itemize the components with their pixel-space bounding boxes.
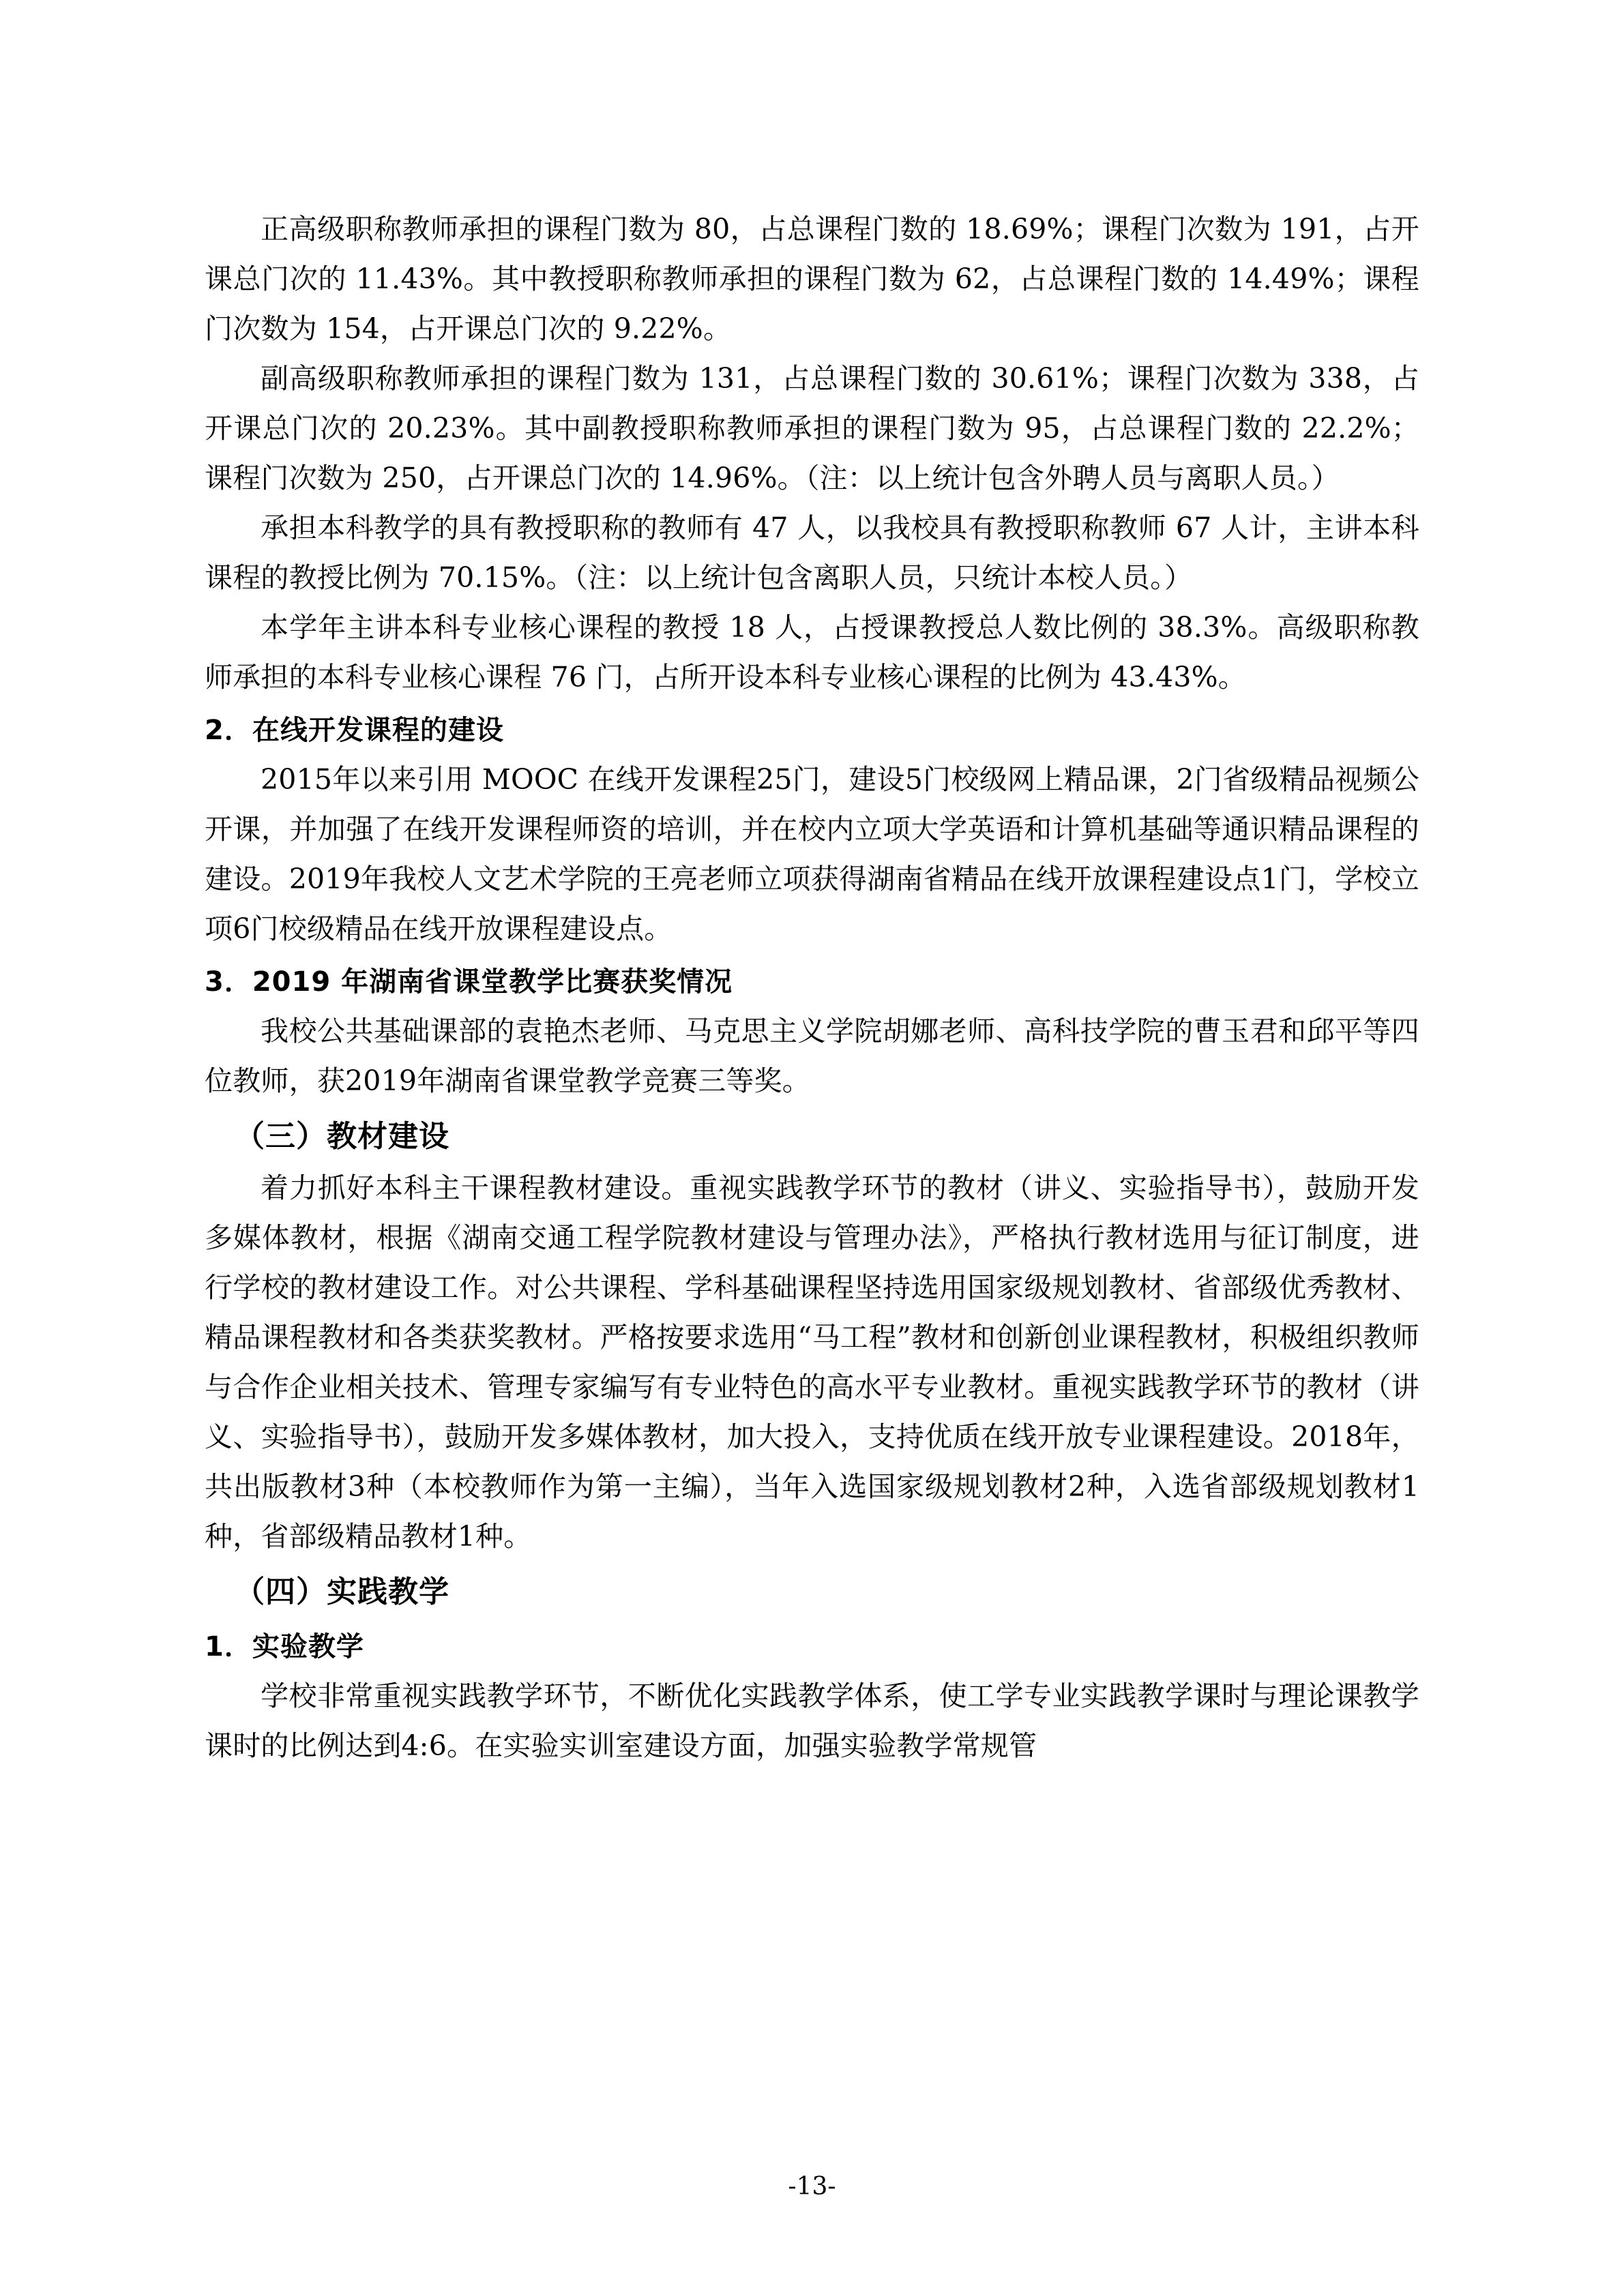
paragraph: 承担本科教学的具有教授职称的教师有 47 人，以我校具有教授职称教师 67 人计，主讲本科课程的教授比例为 70.15%。（注：以上统计包含离职人员，只统计本校人员。） [205,511,1419,594]
paragraph: 正高级职称教师承担的课程门数为 80，占总课程门数的 18.69%；课程门次数为 191，占开课总门次的 11.43%。其中教授职称教师承担的课程门数为 62，占总课程门数的 14.49%；课程门次数为 154，占开课总门次的 9.22%。 [205,213,1419,345]
section-heading-2: 2．在线开发课程的建设 [205,714,504,746]
paragraph: 本学年主讲本科专业核心课程的教授 18 人，占授课教授总人数比例的 38.3%。高级职称教师承担的本科专业核心课程 76 门，占所开设本科专业核心课程的比例为 43.43%。 [205,610,1419,694]
section-heading-four: （四）实践教学 [235,1574,449,1609]
paragraph: 学校非常重视实践教学环节，不断优化实践教学体系，使工学专业实践教学课时与理论课教学课时的比例达到4:6。在实验实训室建设方面，加强实验教学常规管 [205,1680,1419,1763]
paragraph: 着力抓好本科主干课程教材建设。重视实践教学环节的教材（讲义、实验指导书），鼓励开发多媒体教材，根据《湖南交通工程学院教材建设与管理办法》，严格执行教材选用与征订制度，进行学校的教材建设工作。对公共课程、学科基础课程坚持选用国家级规划教材、省部级优秀教材、精品课程教材和各类获奖教材。严格按要求选用“马工程”教材和创新创业课程教材，积极组织教师与合作企业相关技术、管理专家编写有专业特色的高水平专业教材。重视实践教学环节的教材（讲义、实验指导书），鼓励开发多媒体教材，加大投入，支持优质在线开放专业课程建设。2018年，共出版教材3种（本校教师作为第一主编），当年入选国家级规划教材2种，入选省部级规划教材1种，省部级精品教材1种。 [205,1172,1419,1553]
paragraph: 副高级职称教师承担的课程门数为 131，占总课程门数的 30.61%；课程门次数为 338，占开课总门次的 20.23%。其中副教授职称教师承担的课程门数为 95，占总课程门数的 22.2%；课程门次数为 250，占开课总门次的 14.96%。（注：以上统计包含外聘人员与离职人员。） [205,361,1419,494]
section-heading-1: 1．实验教学 [205,1631,364,1663]
document-body [205,205,1419,1771]
page-number: -13- [788,2173,836,2201]
section-heading-three: （三）教材建设 [235,1118,449,1154]
paragraph: 我校公共基础课部的袁艳杰老师、马克思主义学院胡娜老师、高科技学院的曹玉君和邱平等四位教师，获2019年湖南省课堂教学竞赛三等奖。 [205,1014,1419,1097]
paragraph: 2015年以来引用 MOOC 在线开发课程25门，建设5门校级网上精品课，2门省级精品视频公开课，并加强了在线开发课程师资的培训，并在校内立项大学英语和计算机基础等通识精品课程的建设。2019年我校人文艺术学院的王亮老师立项获得湖南省精品在线开放课程建设点1门，学校立项6门校级精品在线开放课程建设点。 [205,762,1419,945]
section-heading-3: 3．2019 年湖南省课堂教学比赛获奖情况 [205,966,733,998]
